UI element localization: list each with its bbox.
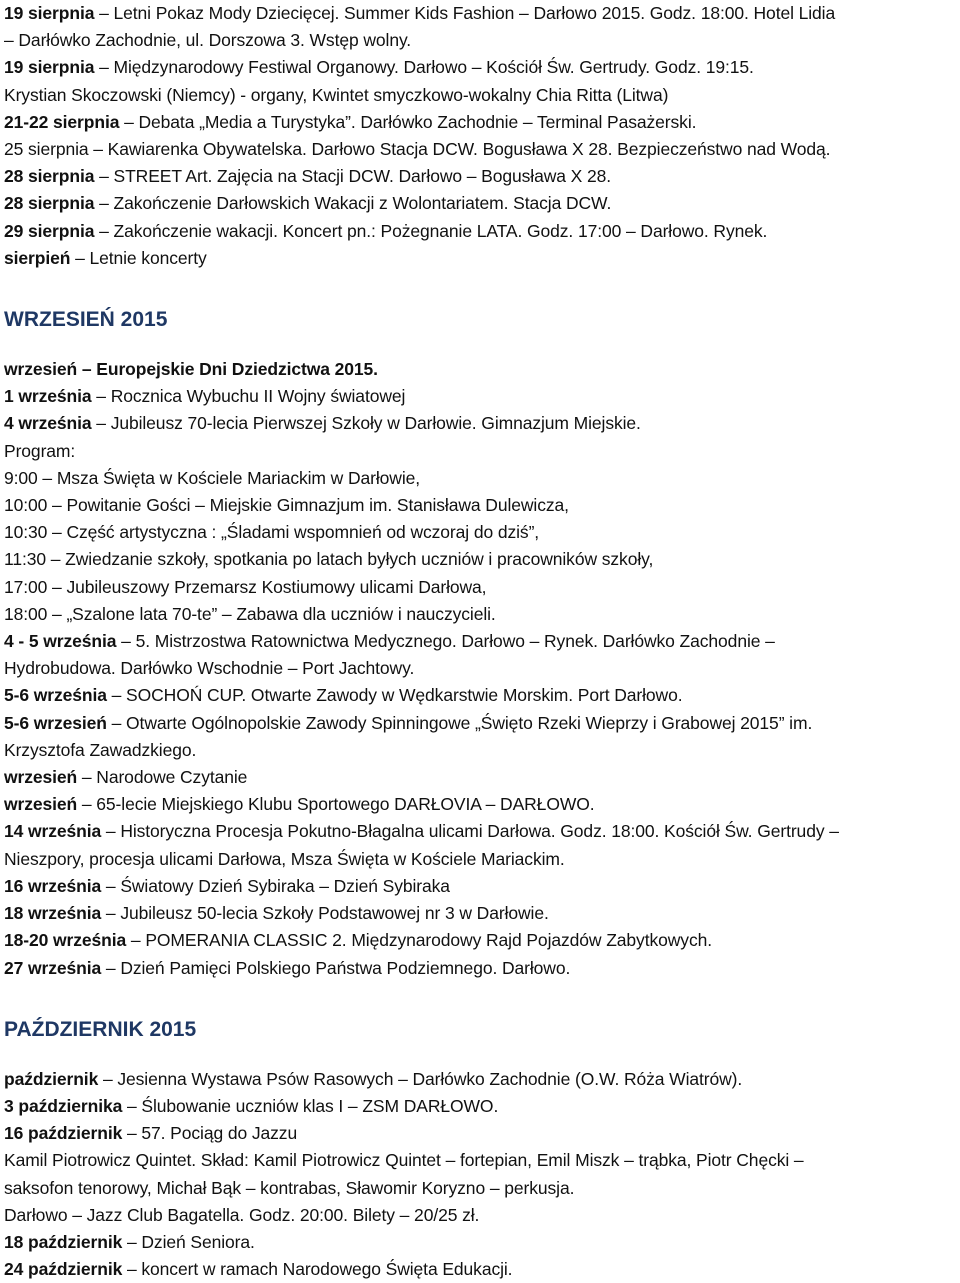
event-text: Darłowo – Jazz Club Bagatella. Godz. 20:00. Bilety – 20/25 zł.: [4, 1204, 480, 1225]
event-text: – Darłówko Zachodnie, ul. Dorszowa 3. Wstęp wolny.: [4, 30, 412, 51]
event-date: 19 sierpnia: [4, 3, 95, 23]
program-line: [4, 519, 956, 546]
event-date: 3 października: [4, 1095, 123, 1116]
event-date: wrzesień: [4, 767, 78, 788]
event-date: 16 września: [4, 875, 102, 896]
program-line: [4, 601, 956, 628]
event-date: 28 sierpnia: [4, 166, 95, 187]
event-date: 4 - 5 września: [4, 631, 117, 652]
event-text: Program:: [4, 440, 76, 461]
event-text: – POMERANIA CLASSIC 2. Międzynarodowy Rajd Pojazdów Zabytkowych.: [126, 930, 712, 951]
event-date: 1 września: [4, 386, 92, 407]
event-text: – Zakończenie Darłowskich Wakacji z Wolontariatem. Stacja DCW.: [94, 193, 612, 214]
event-date: 5-6 września: [4, 685, 107, 706]
event-line: [4, 682, 956, 709]
month-heading-october: PAŹDZIERNIK 2015: [4, 1017, 197, 1041]
event-date: 24 październik: [4, 1259, 123, 1280]
event-line: [4, 873, 956, 900]
event-text: – Światowy Dzień Sybiraka – Dzień Sybiraka: [101, 875, 450, 896]
event-date: wrzesień: [4, 794, 78, 815]
program-line: [4, 546, 956, 573]
event-line: [4, 955, 956, 982]
event-date: październik: [4, 1068, 99, 1089]
event-text: Hydrobudowa. Darłówko Wschodnie – Port Jachtowy.: [4, 658, 415, 679]
event-date: wrzesień – Europejskie Dni Dziedzictwa 2015.: [4, 359, 378, 380]
event-date: 14 września: [4, 821, 102, 842]
program-line: [4, 438, 956, 465]
event-text: – Jubileusz 50-lecia Szkoły Podstawowej nr 3 w Darłowie.: [101, 903, 549, 924]
event-line: [4, 82, 956, 109]
event-text: 11:30 – Zwiedzanie szkoły, spotkania po latach byłych uczniów i pracowników szkoły,: [4, 549, 654, 570]
event-text: – Debata „Media a Turystyka”. Darłówko Zachodnie – Terminal Pasażerski.: [119, 111, 697, 132]
event-date: 19 sierpnia: [4, 57, 95, 78]
event-text: 10:00 – Powitanie Gości – Miejskie Gimnazjum im. Stanisława Dulewicza,: [4, 495, 569, 516]
september-section: [4, 306, 956, 982]
event-line: [4, 1256, 956, 1283]
event-text: – Dzień Pamięci Polskiego Państwa Podziemnego. Darłowo.: [101, 957, 571, 978]
event-text: Kamil Piotrowicz Quintet. Skład: Kamil Piotrowicz Quintet – fortepian, Emil Miszk – trąbka, Piotr Chęcki –: [4, 1150, 804, 1171]
event-date: 18 październik: [4, 1231, 123, 1252]
event-line: [4, 791, 956, 818]
event-text: – Historyczna Procesja Pokutno-Błagalna ulicami Darłowa. Godz. 18:00. Kościół Św. Gertrudy –: [101, 821, 839, 842]
event-line: [4, 356, 956, 383]
event-text: – Rocznica Wybuchu II Wojny światowej: [91, 386, 406, 407]
event-text: – Ślubowanie uczniów klas I – ZSM DARŁOWO.: [122, 1095, 499, 1116]
event-text: 18:00 – „Szalone lata 70-te” – Zabawa dla uczniów i nauczycieli.: [4, 603, 496, 624]
event-line: [4, 710, 956, 737]
event-text: saksofon tenorowy, Michał Bąk – kontrabas, Sławomir Koryzno – perkusja.: [4, 1177, 575, 1198]
event-text: – STREET Art. Zajęcia na Stacji DCW. Darłowo – Bogusława X 28.: [94, 166, 611, 187]
event-text: – Jesienna Wystawa Psów Rasowych – Darłówko Zachodnie (O.W. Róża Wiatrów).: [98, 1068, 743, 1089]
event-line: [4, 1147, 956, 1174]
event-date: 5-6 wrzesień: [4, 712, 107, 733]
event-line: [4, 900, 956, 927]
event-text: – Międzynarodowy Festiwal Organowy. Darłowo – Kościół Św. Gertrudy. Godz. 19:15.: [94, 57, 754, 78]
month-heading-september: WRZESIEŃ 2015: [4, 308, 168, 332]
event-text: – 5. Mistrzostwa Ratownictwa Medycznego. Darłowo – Rynek. Darłówko Zachodnie –: [116, 631, 775, 652]
event-line: [4, 818, 956, 845]
event-text: Krystian Skoczowski (Niemcy) - organy, Kwintet smyczkowo-wokalny Chia Ritta (Litwa): [4, 84, 669, 105]
event-line: [4, 1229, 956, 1256]
event-line: [4, 245, 956, 272]
event-line: [4, 383, 956, 410]
event-text: – Otwarte Ogólnopolskie Zawody Spinningowe „Święto Rzeki Wieprzy i Grabowej 2015” im.: [106, 712, 813, 733]
event-line: [4, 109, 956, 136]
event-line: [4, 764, 956, 791]
event-text: – Dzień Seniora.: [122, 1231, 255, 1252]
event-text: 25 sierpnia – Kawiarenka Obywatelska. Darłowo Stacja DCW. Bogusława X 28. Bezpieczeństwo nad Wodą.: [4, 139, 831, 160]
event-line: [4, 190, 956, 217]
event-text: 17:00 – Jubileuszowy Przemarsz Kostiumowy ulicami Darłowa,: [4, 576, 487, 597]
event-line: [4, 1093, 956, 1120]
event-text: – Zakończenie wakacji. Koncert pn.: Pożegnanie LATA. Godz. 17:00 – Darłowo. Rynek.: [94, 220, 768, 241]
event-date: 4 września: [4, 413, 92, 434]
event-text: – Narodowe Czytanie: [77, 767, 248, 788]
event-date: 21-22 sierpnia: [4, 111, 120, 132]
program-line: [4, 492, 956, 519]
event-text: 10:30 – Część artystyczna : „Śladami wspomnień od wczoraj do dziś”,: [4, 522, 540, 543]
event-date: 18 września: [4, 903, 102, 924]
event-date: 28 sierpnia: [4, 193, 95, 214]
event-text: – 57. Pociąg do Jazzu: [122, 1123, 298, 1144]
event-line: [4, 1202, 956, 1229]
event-text: – SOCHOŃ CUP. Otwarte Zawody w Wędkarstwie Morskim. Port Darłowo.: [106, 685, 683, 706]
event-line: [4, 27, 956, 54]
program-line: [4, 465, 956, 492]
october-section: [4, 1016, 956, 1283]
event-date: sierpień: [4, 247, 71, 268]
event-line: [4, 628, 956, 655]
event-text: – koncert w ramach Narodowego Święta Edukacji.: [122, 1259, 513, 1280]
event-text: 9:00 – Msza Święta w Kościele Mariackim w Darłowie,: [4, 467, 421, 488]
event-text: – Jubileusz 70-lecia Pierwszej Szkoły w Darłowie. Gimnazjum Miejskie.: [91, 413, 641, 434]
event-line: [4, 927, 956, 954]
event-text: Nieszpory, procesja ulicami Darłowa, Msza Święta w Kościele Mariackim.: [4, 848, 565, 869]
event-date: 16 październik: [4, 1123, 123, 1144]
event-line: [4, 136, 956, 163]
program-line: [4, 574, 956, 601]
event-line: [4, 846, 956, 873]
event-line: [4, 163, 956, 190]
event-text: – Letni Pokaz Mody Dziecięcej. Summer Kids Fashion – Darłowo 2015. Godz. 18:00. Hotel Lidia: [94, 3, 836, 23]
event-line: [4, 218, 956, 245]
event-text: – 65-lecie Miejskiego Klubu Sportowego DARŁOVIA – DARŁOWO.: [77, 794, 595, 815]
event-date: 27 września: [4, 957, 102, 978]
event-date: 29 sierpnia: [4, 220, 95, 241]
event-line: [4, 1066, 956, 1093]
event-date: 18-20 września: [4, 930, 127, 951]
event-text: Krzysztofa Zawadzkiego.: [4, 739, 197, 760]
event-line: [4, 1175, 956, 1202]
event-line: [4, 737, 956, 764]
event-text: – Letnie koncerty: [70, 247, 207, 268]
event-line: [4, 655, 956, 682]
event-line: [4, 0, 956, 27]
event-line: [4, 54, 956, 81]
event-line: [4, 1120, 956, 1147]
event-line: [4, 410, 956, 437]
august-section: [4, 0, 956, 272]
